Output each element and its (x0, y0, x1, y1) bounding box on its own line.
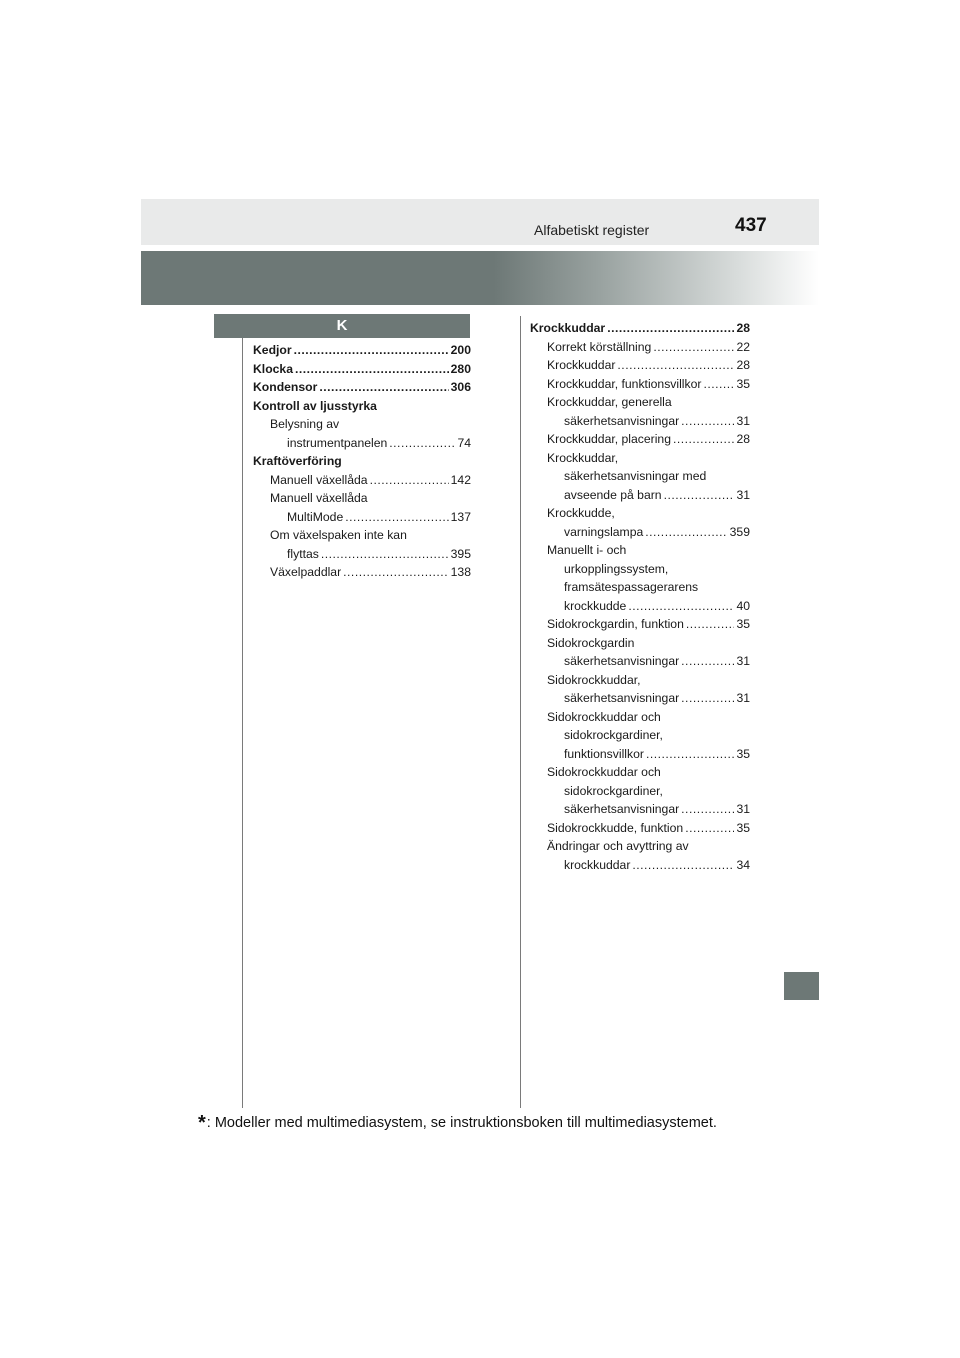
index-entry-term: Kraftöverföring (253, 454, 342, 468)
index-entry-term: Krockkuddar, funktionsvillkor (547, 376, 702, 391)
dot-leader (686, 615, 735, 634)
index-entry-term: varningslampa (564, 524, 644, 539)
index-entry (530, 338, 750, 357)
index-entry-page: 200 (450, 343, 471, 357)
index-entry-term: Krockkuddar (547, 358, 616, 372)
index-entry-line: Om växelspaken inte kan (270, 528, 407, 542)
dot-leader (343, 563, 449, 582)
index-entry (253, 397, 471, 416)
index-entry (530, 430, 750, 449)
dot-leader (294, 341, 449, 360)
index-entry-line: Krockkuddar, (547, 450, 619, 465)
dot-leader (645, 523, 727, 542)
index-entry (530, 375, 750, 394)
index-entry (530, 541, 750, 615)
index-entry-term: Växelpaddlar (270, 565, 342, 579)
dot-leader (319, 378, 448, 397)
index-entry-page: 138 (450, 565, 471, 579)
index-entry (530, 615, 750, 634)
index-entry-line: Sidokrockkuddar, (547, 672, 641, 687)
dot-leader (681, 689, 734, 708)
section-letter-tab: K (214, 314, 470, 338)
index-entry-term: säkerhetsanvisningar (564, 413, 680, 428)
index-entry-page: 28 (736, 358, 750, 372)
index-entry-term: Sidokrockkudde, funktion (547, 820, 684, 835)
index-entry-page: 31 (736, 802, 750, 816)
index-entry-page: 280 (450, 361, 471, 376)
index-entry (253, 526, 471, 563)
header-gradient-band (141, 251, 819, 305)
index-entry-term: instrumentpanelen (287, 435, 388, 450)
index-entry-page: 35 (736, 746, 750, 761)
index-entry-line: säkerhetsanvisningar med (564, 469, 707, 483)
index-entry (530, 763, 750, 819)
index-entry (253, 341, 471, 360)
index-entry-line: Manuellt i- och (547, 543, 627, 557)
index-entry-term: MultiMode (287, 509, 344, 524)
index-entry-term: Kontroll av ljusstyrka (253, 398, 377, 413)
dot-leader (673, 430, 734, 449)
dot-leader (607, 319, 734, 338)
index-entry (253, 415, 471, 452)
dot-leader (653, 338, 734, 357)
index-entry-term: säkerhetsanvisningar (564, 654, 680, 668)
index-entry-term: Kedjor (253, 343, 292, 357)
index-entry-page: 22 (736, 339, 750, 354)
index-entry-line: framsätespassagerarens (564, 580, 699, 594)
index-entry-page: 31 (736, 691, 750, 705)
index-entry-page: 34 (736, 857, 750, 872)
index-entry-line: sidokrockgardiner, (564, 783, 663, 798)
index-entry-line: Belysning av (270, 417, 340, 431)
index-entry (253, 378, 471, 397)
dot-leader (681, 412, 734, 431)
index-entry (530, 634, 750, 671)
index-entry-page: 142 (450, 472, 471, 487)
index-entry (530, 671, 750, 708)
index-entry-term: Manuell växellåda (270, 472, 368, 487)
index-entry-page: 40 (736, 598, 750, 613)
index-entry-line: Sidokrockkuddar och (547, 765, 661, 779)
index-entry-line: Sidokrockkuddar och (547, 709, 661, 724)
index-entry-term: Krockkuddar, placering (547, 432, 671, 446)
index-entry-line: Ändringar och avyttring av (547, 839, 689, 853)
index-entry-term: säkerhetsanvisningar (564, 802, 680, 816)
index-entry (530, 708, 750, 764)
index-entry-term: flyttas (287, 546, 319, 561)
index-entry (530, 319, 750, 338)
footnote (198, 1110, 717, 1133)
index-entry-term: krockkudde (564, 598, 627, 613)
index-entry-term: krockkuddar (564, 857, 631, 872)
index-entry-term: Kondensor (253, 380, 318, 394)
index-entry-term: funktionsvillkor (564, 746, 644, 761)
dot-leader (632, 856, 734, 875)
index-entry-page: 359 (729, 524, 750, 539)
index-entry (253, 360, 471, 379)
dot-leader (321, 545, 449, 564)
index-entry (530, 837, 750, 874)
index-entry (530, 449, 750, 505)
page-number: 437 (735, 215, 767, 236)
index-entry (530, 356, 750, 375)
index-entry-term: säkerhetsanvisningar (564, 691, 680, 705)
index-entry (530, 504, 750, 541)
index-entry-line: sidokrockgardiner, (564, 728, 663, 742)
dot-leader (628, 597, 734, 616)
index-entry-term: Sidokrockgardin, funktion (547, 617, 684, 631)
index-entry (253, 452, 471, 471)
index-entry (253, 471, 471, 490)
index-entry-page: 31 (736, 413, 750, 428)
index-entry-line: Manuell växellåda (270, 491, 368, 505)
index-entry-page: 35 (736, 617, 750, 631)
index-entry-page: 28 (736, 321, 750, 335)
chapter-tab-marker (784, 972, 819, 1000)
dot-leader (389, 434, 455, 453)
dot-leader (646, 745, 735, 764)
index-entry-page: 31 (736, 487, 750, 502)
dot-leader (370, 471, 449, 490)
index-entry-term: Krockkuddar (530, 321, 606, 335)
index-entry-line: urkopplingssystem, (564, 561, 669, 576)
index-entry-line: Krockkuddar, generella (547, 395, 672, 409)
index-entry (253, 563, 471, 582)
index-column-right (530, 319, 750, 874)
index-entry-line: Sidokrockgardin (547, 635, 635, 650)
index-entry-line: Krockkudde, (547, 506, 615, 520)
dot-leader (345, 508, 448, 527)
index-entry-page: 74 (457, 435, 471, 450)
dot-leader (295, 360, 449, 379)
index-entry (530, 819, 750, 838)
column-rule-left (242, 316, 243, 1108)
dot-leader (664, 486, 735, 505)
footnote-marker: * (198, 1112, 206, 1134)
index-entry-page: 35 (736, 820, 750, 835)
column-rule-middle (520, 316, 521, 1108)
index-entry-term: Klocka (253, 361, 293, 376)
index-entry (530, 393, 750, 430)
index-entry-page: 35 (736, 376, 750, 391)
dot-leader (681, 652, 734, 671)
index-entry (253, 489, 471, 526)
index-entry-page: 306 (450, 380, 471, 394)
header-bar (141, 199, 819, 245)
index-entry-page: 395 (450, 546, 471, 561)
index-entry-term: avseende på barn (564, 487, 662, 502)
index-column-left (253, 341, 471, 582)
dot-leader (685, 819, 734, 838)
index-entry-term: Korrekt körställning (547, 339, 652, 354)
footnote-text: : Modeller med multimediasystem, se instruktionsboken till multimediasystemet. (206, 1115, 717, 1131)
index-entry-page: 31 (736, 654, 750, 668)
index-entry-page: 137 (450, 509, 471, 524)
index-entry-page: 28 (736, 432, 750, 446)
dot-leader (617, 356, 734, 375)
dot-leader (703, 375, 734, 394)
header-title: Alfabetiskt register (534, 222, 650, 238)
dot-leader (681, 800, 734, 819)
